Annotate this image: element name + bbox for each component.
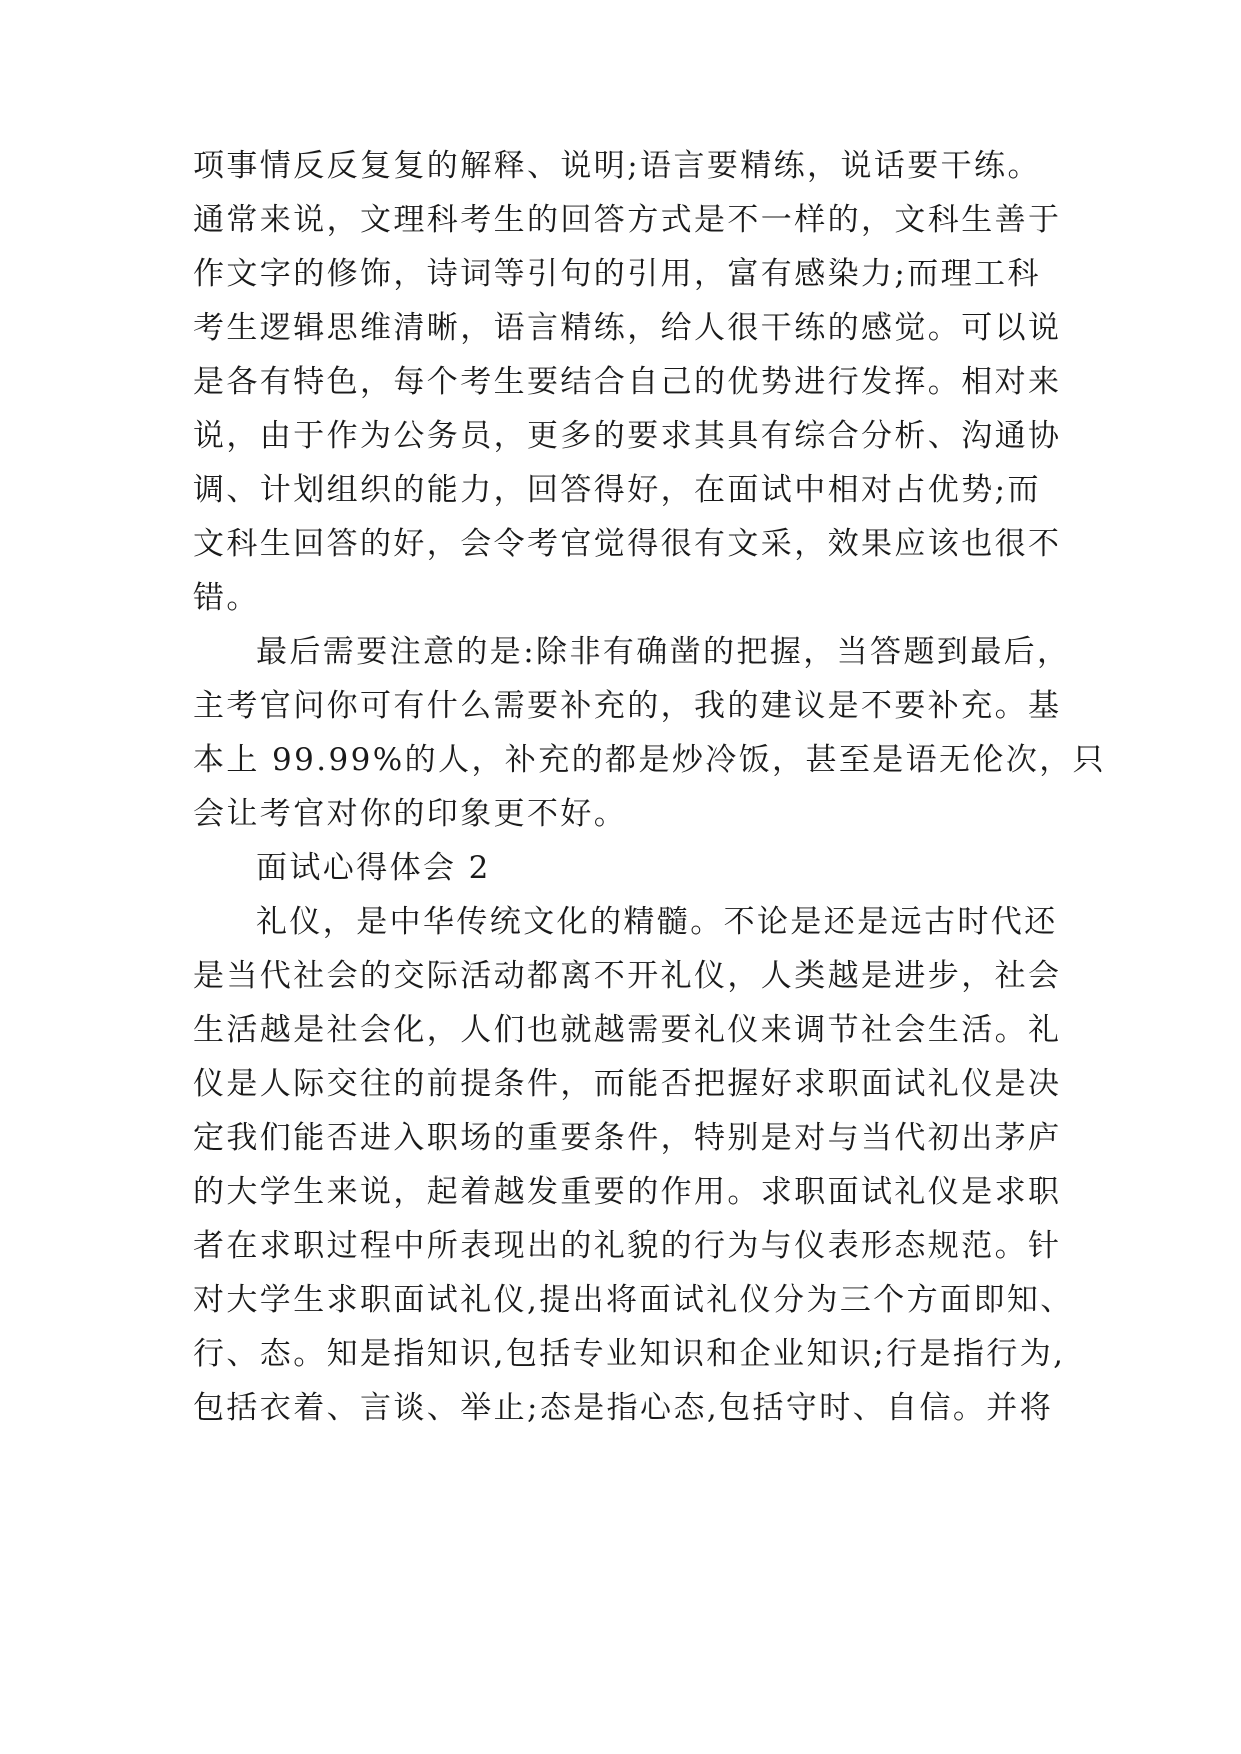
paragraph-line: 者在求职过程中所表现出的礼貌的行为与仪表形态规范。针	[193, 1228, 1062, 1264]
section-heading: 面试心得体会 2	[256, 850, 491, 886]
paragraph-line: 是当代社会的交际活动都离不开礼仪，人类越是进步，社会	[193, 958, 1062, 994]
paragraph-line: 包括衣着、言谈、举止;态是指心态,包括守时、自信。并将	[193, 1390, 1054, 1426]
paragraph-line: 会让考官对你的印象更不好。	[193, 796, 628, 832]
paragraph-line: 通常来说，文理科考生的回答方式是不一样的，文科生善于	[193, 202, 1062, 238]
paragraph-line: 行、态。知是指知识,包括专业知识和企业知识;行是指行为,	[193, 1336, 1066, 1372]
paragraph-line: 定我们能否进入职场的重要条件，特别是对与当代初出茅庐	[193, 1120, 1062, 1156]
paragraph-line: 是各有特色，每个考生要结合自己的优势进行发挥。相对来	[193, 364, 1062, 400]
paragraph-line: 最后需要注意的是:除非有确凿的把握，当答题到最后，	[256, 634, 1071, 670]
paragraph-line: 主考官问你可有什么需要补充的，我的建议是不要补充。基	[193, 688, 1062, 724]
paragraph-line: 的大学生来说，起着越发重要的作用。求职面试礼仪是求职	[193, 1174, 1062, 1210]
paragraph-line: 错。	[193, 580, 260, 616]
paragraph-line: 文科生回答的好，会令考官觉得很有文采，效果应该也很不	[193, 526, 1062, 562]
paragraph-line: 对大学生求职面试礼仪,提出将面试礼仪分为三个方面即知、	[193, 1282, 1074, 1318]
paragraph-line: 礼仪，是中华传统文化的精髓。不论是还是远古时代还	[256, 904, 1058, 940]
paragraph-line: 作文字的修饰，诗词等引句的引用，富有感染力;而理工科	[193, 256, 1041, 292]
paragraph-line: 调、计划组织的能力，回答得好，在面试中相对占优势;而	[193, 472, 1041, 508]
paragraph-line: 项事情反反复复的解释、说明;语言要精练，说话要干练。	[193, 148, 1041, 184]
paragraph-line: 考生逻辑思维清晰，语言精练，给人很干练的感觉。可以说	[193, 310, 1062, 346]
paragraph-line: 本上 99.99%的人，补充的都是炒冷饭，甚至是语无伦次，只	[193, 742, 1107, 778]
paragraph-line: 说，由于作为公务员，更多的要求其具有综合分析、沟通协	[193, 418, 1062, 454]
paragraph-line: 生活越是社会化，人们也就越需要礼仪来调节社会生活。礼	[193, 1012, 1062, 1048]
paragraph-line: 仪是人际交往的前提条件，而能否把握好求职面试礼仪是决	[193, 1066, 1062, 1102]
